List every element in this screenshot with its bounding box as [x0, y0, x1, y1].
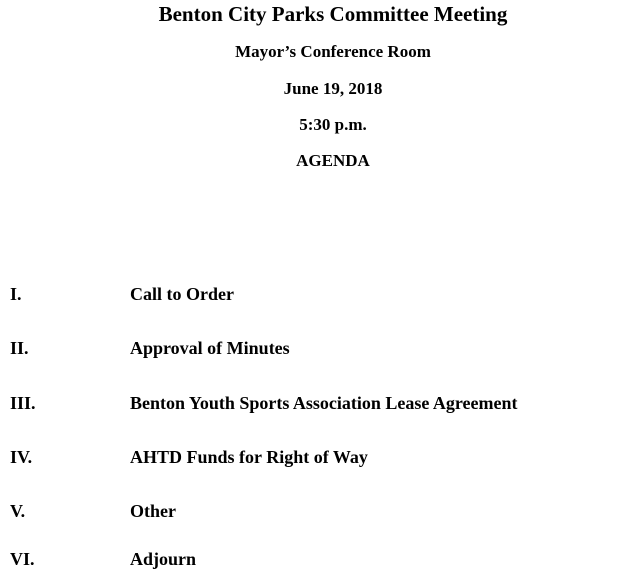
agenda-item-ahtd-funds: [0, 447, 618, 471]
agenda-item-adjourn: [0, 549, 618, 573]
agenda-item-numeral: V.: [10, 501, 26, 521]
agenda-item-text: Approval of Minutes: [130, 338, 290, 358]
agenda-item-numeral: II.: [10, 338, 29, 358]
agenda-item-call-to-order: [0, 284, 618, 308]
agenda-item-numeral: I.: [10, 284, 22, 304]
meeting-date: June 19, 2018: [283, 79, 383, 98]
agenda-item-text: Adjourn: [130, 549, 197, 569]
agenda-item-text: Call to Order: [130, 284, 234, 304]
agenda-heading: AGENDA: [296, 151, 370, 170]
meeting-title: Benton City Parks Committee Meeting: [158, 2, 508, 26]
agenda-item-numeral: VI.: [10, 549, 35, 569]
agenda-item-text: Benton Youth Sports Association Lease Agreement: [130, 393, 518, 413]
agenda-item-other: [0, 501, 618, 525]
agenda-item-approval-of-minutes: [0, 338, 618, 362]
meeting-time: 5:30 p.m.: [299, 115, 367, 134]
agenda-item-numeral: III.: [10, 393, 36, 413]
agenda-item-numeral: IV.: [10, 447, 33, 467]
agenda-item-lease-agreement: [0, 393, 618, 417]
agenda-item-text: Other: [130, 501, 176, 521]
agenda-item-text: AHTD Funds for Right of Way: [130, 447, 368, 467]
meeting-location: Mayor’s Conference Room: [235, 42, 431, 61]
